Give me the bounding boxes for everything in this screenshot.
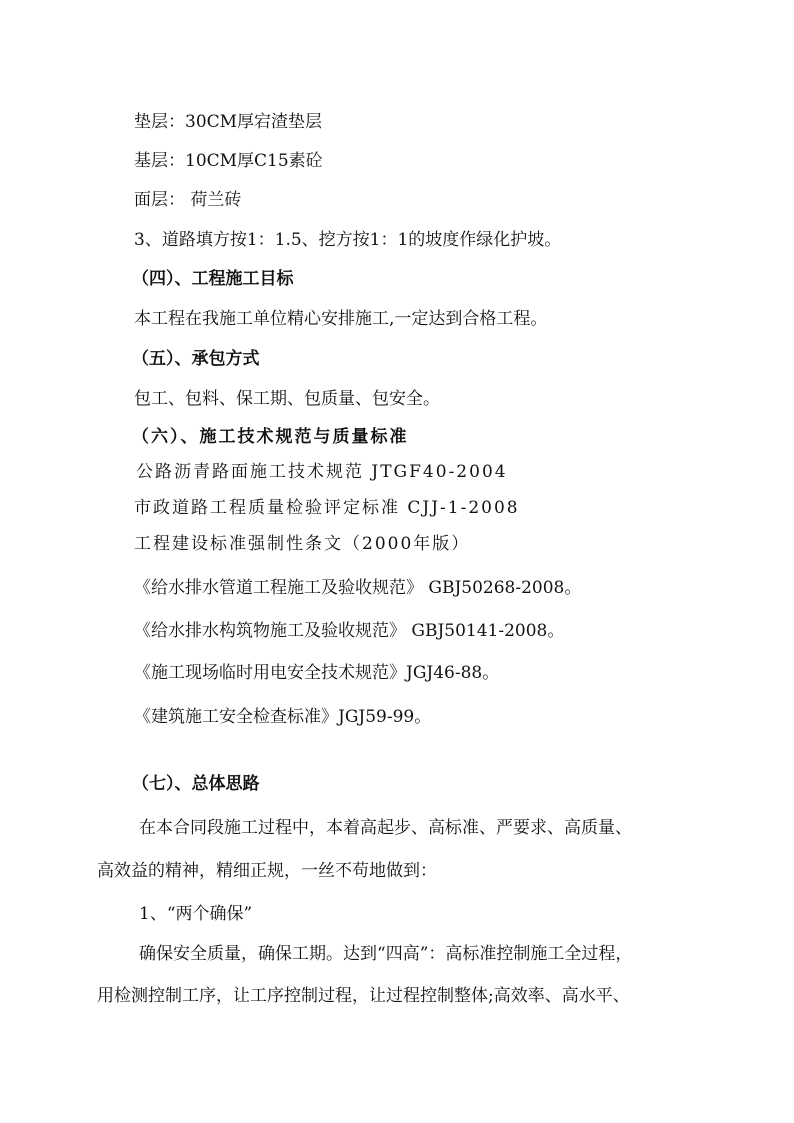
paragraph-ensure-line2: 用检测控制工序，让工序控制过程，让过程控制整体;高效率、高水平、 <box>97 986 630 1006</box>
standard-water-pipe: 《给水排水管道工程施工及验收规范》 GBJ50268-2008。 <box>134 578 582 598</box>
paragraph-contract: 包工、包料、保工期、包质量、包安全。 <box>134 389 440 409</box>
heading-section-4: （四）、工程施工目标 <box>132 269 294 289</box>
heading-section-5: （五）、承包方式 <box>132 349 260 369</box>
paragraph-approach-line1: 在本合同段施工过程中，本着高起步、高标准、严要求、高质量、 <box>139 818 632 838</box>
paragraph-ensure-line1: 确保安全质量，确保工期。达到“四高”：高标准控制施工全过程， <box>139 944 633 964</box>
heading-section-7: （七）、总体思路 <box>132 774 260 794</box>
standard-temp-power: 《施工现场临时用电安全技术规范》JGJ46-88。 <box>134 663 500 683</box>
paragraph-base-layer: 基层：10CM厚C15素砼 <box>134 151 323 171</box>
standard-municipal-road: 市政道路工程质量检验评定标准 CJJ-1-2008 <box>134 498 520 518</box>
paragraph-surface-layer: 面层： 荷兰砖 <box>134 190 242 210</box>
item-two-ensures: 1、“两个确保” <box>139 904 253 924</box>
standard-safety-check: 《建筑施工安全检查标准》JGJ59-99。 <box>134 707 432 727</box>
heading-section-6: （六）、施工技术规范与质量标准 <box>132 427 409 447</box>
standard-asphalt: 公路沥青路面施工技术规范 JTGF40-2004 <box>136 462 508 482</box>
paragraph-approach-line2: 高效益的精神，精细正规，一丝不苟地做到： <box>97 861 437 881</box>
standard-water-structure: 《给水排水构筑物施工及验收规范》 GBJ50141-2008。 <box>134 621 565 641</box>
standard-mandatory: 工程建设标准强制性条文（2000年版） <box>134 534 471 554</box>
paragraph-goal: 本工程在我施工单位精心安排施工,一定达到合格工程。 <box>134 309 548 329</box>
paragraph-slope: 3、道路填方按1：1.5、挖方按1：1的坡度作绿化护坡。 <box>134 230 562 250</box>
paragraph-cushion-layer: 垫层：30CM厚宕渣垫层 <box>134 112 323 132</box>
